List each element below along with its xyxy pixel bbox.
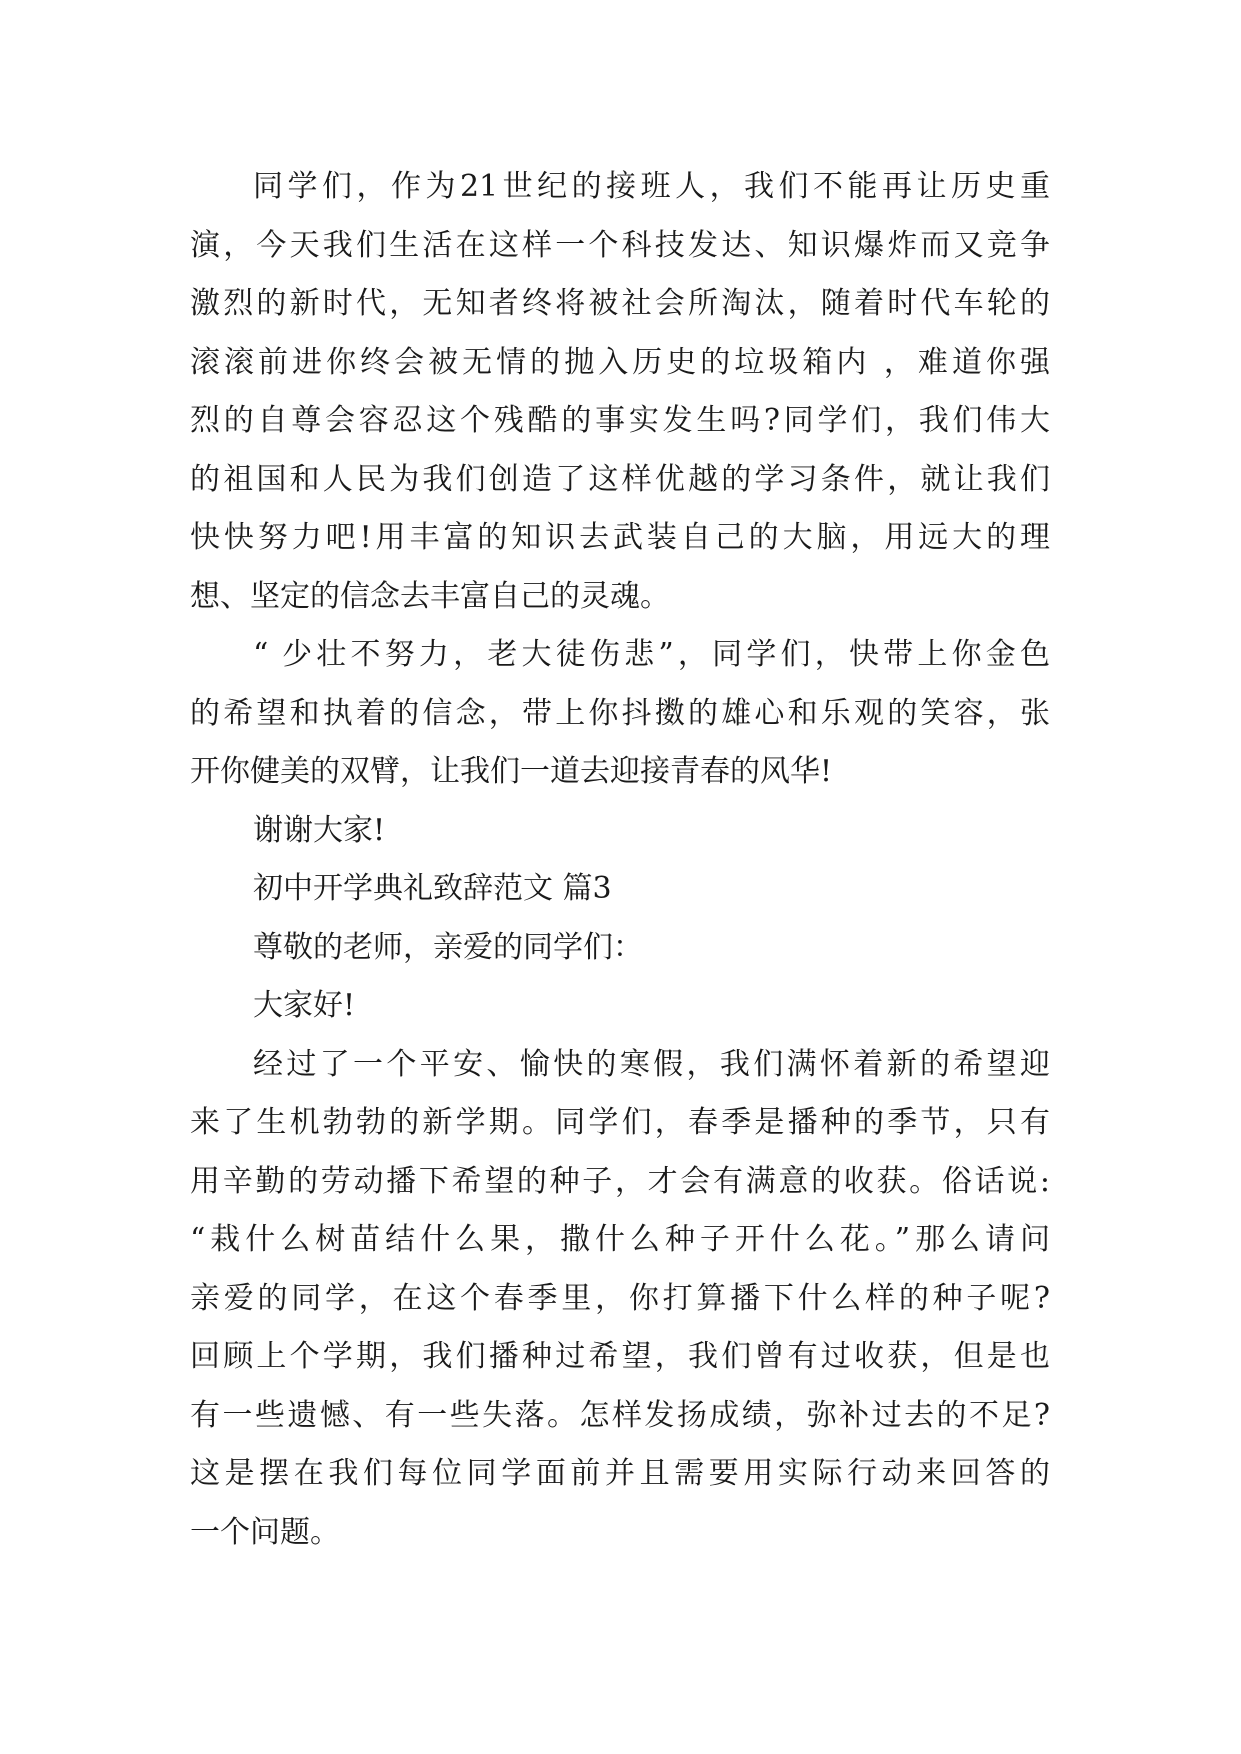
closing-line: 谢谢大家! [253, 812, 386, 848]
paragraph-line: 回顾上个学期，我们播种过希望，我们曾有过收获，但是也 [190, 1339, 1050, 1374]
paragraph-line: 的祖国和人民为我们创造了这样优越的学习条件，就让我们 [190, 461, 1050, 497]
salutation-line: 尊敬的老师，亲爱的同学们： [253, 929, 643, 965]
paragraph-line: 演，今天我们生活在这样一个科技发达、知识爆炸而又竞争 [190, 227, 1050, 263]
section-heading: 初中开学典礼致辞范文 篇3 [253, 871, 612, 906]
paragraph-line: 同学们，作为21世纪的接班人，我们不能再让历史重 [253, 169, 1050, 204]
paragraph-line: 有一些遗憾、有一些失落。怎样发扬成绩，弥补过去的不足? [190, 1397, 1050, 1433]
greeting-line: 大家好! [253, 988, 356, 1023]
paragraph-line: 一个问题。 [190, 1514, 340, 1550]
paragraph-line: 激烈的新时代，无知者终将被社会所淘汰，随着时代车轮的 [190, 286, 1050, 321]
document-body [190, 158, 1050, 1562]
paragraph-line: 用辛勤的劳动播下希望的种子，才会有满意的收获。俗话说: [190, 1163, 1050, 1199]
paragraph-line: 滚滚前进你终会被无情的抛入历史的垃圾箱内 ，难道你强 [190, 344, 1050, 380]
paragraph-line: 烈的自尊会容忍这个残酷的事实发生吗?同学们，我们伟大 [190, 403, 1050, 438]
paragraph-line: 亲爱的同学，在这个春季里，你打算播下什么样的种子呢? [190, 1280, 1050, 1316]
paragraph-line: “栽什么树苗结什么果，撒什么种子开什么花。”那么请问 [190, 1222, 1050, 1257]
paragraph-line: 快快努力吧!用丰富的知识去武装自己的大脑，用远大的理 [190, 520, 1050, 555]
paragraph-line: 的希望和执着的信念，带上你抖擞的雄心和乐观的笑容，张 [190, 695, 1050, 731]
paragraph-line: 经过了一个平安、愉快的寒假，我们满怀着新的希望迎 [253, 1046, 1050, 1082]
paragraph-line: 想、坚定的信念去丰富自己的灵魂。 [190, 578, 670, 614]
paragraph-line: “ 少壮不努力，老大徒伤悲”，同学们，快带上你金色 [253, 637, 1050, 672]
paragraph-line: 开你健美的双臂，让我们一道去迎接青春的风华! [190, 754, 833, 789]
paragraph-line: 来了生机勃勃的新学期。同学们，春季是播种的季节，只有 [190, 1105, 1050, 1140]
paragraph-line: 这是摆在我们每位同学面前并且需要用实际行动来回答的 [190, 1456, 1050, 1491]
